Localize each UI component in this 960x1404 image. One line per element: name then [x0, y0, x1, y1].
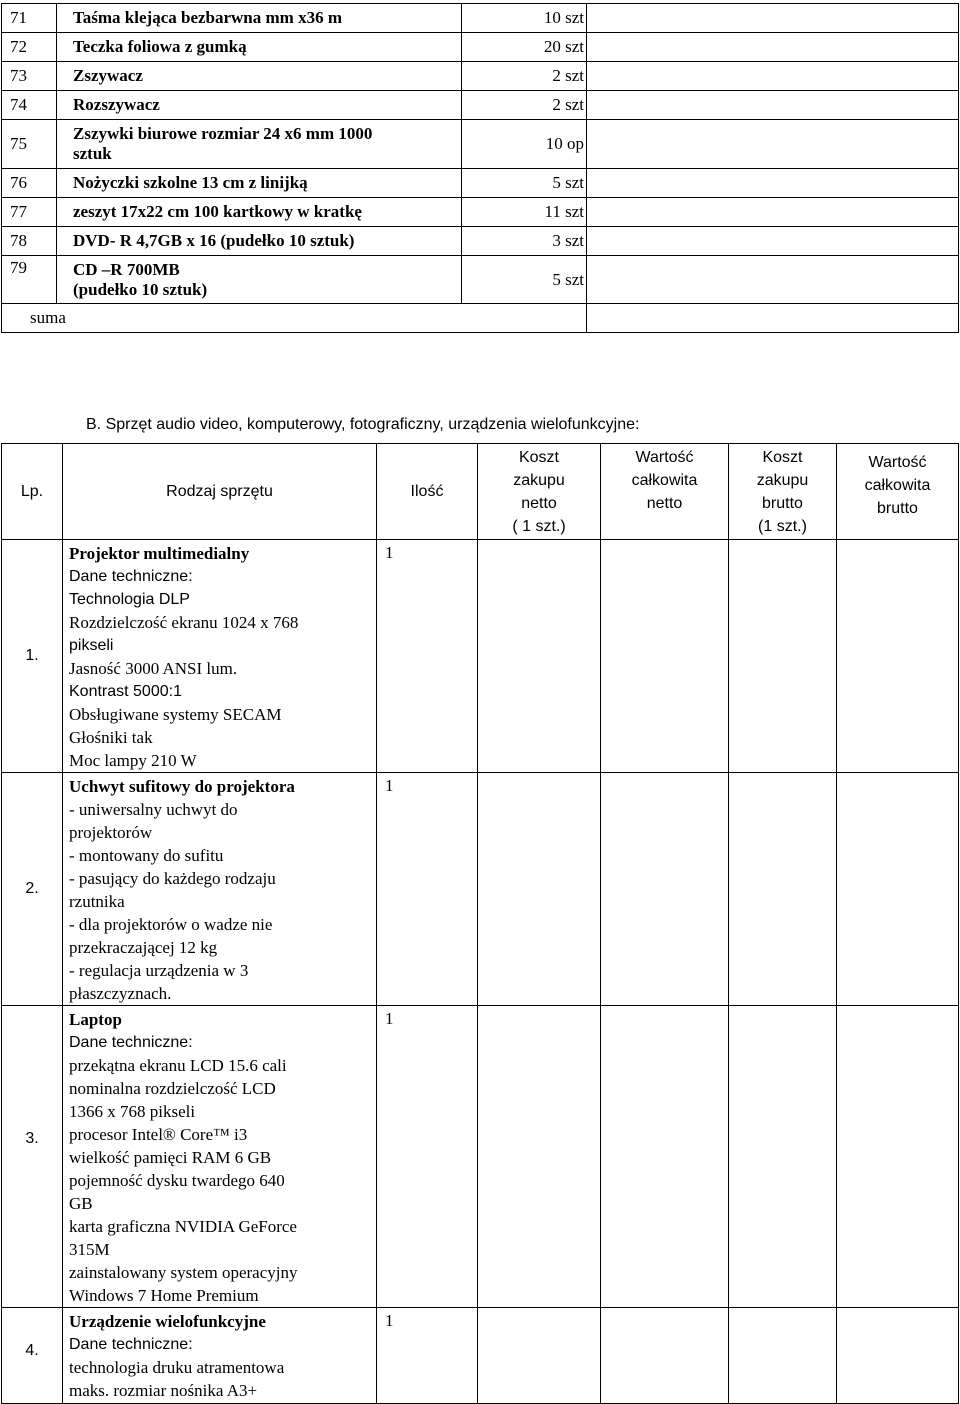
item-quantity: 10 szt [462, 4, 587, 33]
row-number: 72 [2, 33, 57, 62]
item-quantity: 1 [377, 1006, 478, 1308]
row-number: 76 [2, 169, 57, 198]
table-row [2, 33, 959, 62]
item-name-line: sztuk [73, 144, 112, 163]
header-lp: Lp. [2, 444, 63, 540]
item-name: Teczka foliowa z gumką [57, 33, 462, 62]
equipment-table [1, 443, 959, 1404]
item-quantity: 3 szt [462, 227, 587, 256]
item-quantity: 1 [377, 1308, 478, 1404]
row-number: 78 [2, 227, 57, 256]
item-description: Projektor multimedialny Dane techniczne: Technologia DLP Rozdzielczość ekranu 1024 x 768 pikseli Jasność 3000 ANSI lum. Kontrast 5000:1 Obsługiwane systemy SECAM Głośniki tak Moc lampy 210 W [63, 540, 377, 773]
item-description: Uchwyt sufitowy do projektora - uniwersalny uchwyt do projektorów - montowany do sufitu - pasujący do każdego rodzaju rzutnika - dla projektorów o wadze nie przekraczającej 12 kg - regulacja urządzenia w 3 płaszczyznach. [63, 773, 377, 1006]
item-quantity: 11 szt [462, 198, 587, 227]
table-row [2, 169, 959, 198]
item-quantity: 2 szt [462, 91, 587, 120]
header-total-gross: Wartość całkowita brutto [837, 444, 959, 540]
item-quantity: 1 [377, 773, 478, 1006]
row-number: 79 [2, 256, 57, 304]
table-row [2, 773, 959, 1006]
header-total-net: Wartość całkowita netto [601, 444, 729, 540]
item-quantity: 2 szt [462, 62, 587, 91]
row-number: 2. [2, 773, 63, 1006]
header-qty: Ilość [377, 444, 478, 540]
table-row [2, 227, 959, 256]
row-number: 75 [2, 120, 57, 169]
row-number: 77 [2, 198, 57, 227]
item-name-line: (pudełko 10 sztuk) [73, 279, 208, 299]
table-row [2, 540, 959, 773]
table-row [2, 4, 959, 33]
table-row [2, 256, 959, 304]
item-quantity: 20 szt [462, 33, 587, 62]
table-row [2, 62, 959, 91]
table-row [2, 1006, 959, 1308]
item-title: Urządzenie wielofunkcyjne [69, 1312, 266, 1331]
row-number: 73 [2, 62, 57, 91]
item-quantity: 1 [377, 540, 478, 773]
table-row [2, 120, 959, 169]
row-number: 1. [2, 540, 63, 773]
header-cost-net: Koszt zakupu netto ( 1 szt.) [478, 444, 601, 540]
section-heading: B. Sprzęt audio video, komputerowy, fotograficzny, urządzenia wielofunkcyjne: [86, 416, 640, 433]
item-name: Taśma klejąca bezbarwna mm x36 m [57, 4, 462, 33]
header-cost-gross: Koszt zakupu brutto (1 szt.) [729, 444, 837, 540]
supplies-table [1, 3, 959, 333]
item-description: Laptop Dane techniczne: przekątna ekranu LCD 15.6 cali nominalna rozdzielczość LCD 1366 x 768 pikseli procesor Intel® Core™ i3 wielkość pamięci RAM 6 GB pojemność dysku twardego 640 GB karta graficzna NVIDIA GeForce 315M zainstalowany system operacyjny Windows 7 Home Premium [63, 1006, 377, 1308]
sum-row [2, 304, 959, 333]
item-quantity: 5 szt [462, 169, 587, 198]
item-name-line: Zszywki biurowe rozmiar 24 x6 mm 1000 [73, 124, 373, 143]
header-name: Rodzaj sprzętu [63, 444, 377, 540]
item-name: Rozszywacz [57, 91, 462, 120]
item-name: zeszyt 17x22 cm 100 kartkowy w kratkę [57, 198, 462, 227]
item-quantity: 10 op [462, 120, 587, 169]
item-title: Projektor multimedialny [69, 544, 250, 563]
item-name [57, 256, 462, 304]
table-row [2, 1308, 959, 1404]
item-name: Zszywacz [57, 62, 462, 91]
item-description: Urządzenie wielofunkcyjne Dane techniczne: technologia druku atramentowa maks. rozmiar nośnika A3+ [63, 1308, 377, 1404]
table-row [2, 91, 959, 120]
row-number: 3. [2, 1006, 63, 1308]
item-name [57, 120, 462, 169]
row-number: 71 [2, 4, 57, 33]
table-header-row [2, 444, 959, 540]
row-number: 74 [2, 91, 57, 120]
table-row [2, 198, 959, 227]
item-title: Laptop [69, 1010, 122, 1029]
sum-label: suma [2, 304, 462, 333]
item-quantity: 5 szt [462, 256, 587, 304]
item-name-line: CD –R 700MB [73, 259, 180, 279]
item-name: Nożyczki szkolne 13 cm z linijką [57, 169, 462, 198]
item-title: Uchwyt sufitowy do projektora [69, 777, 295, 796]
item-name: DVD- R 4,7GB x 16 (pudełko 10 sztuk) [57, 227, 462, 256]
row-number: 4. [2, 1308, 63, 1404]
